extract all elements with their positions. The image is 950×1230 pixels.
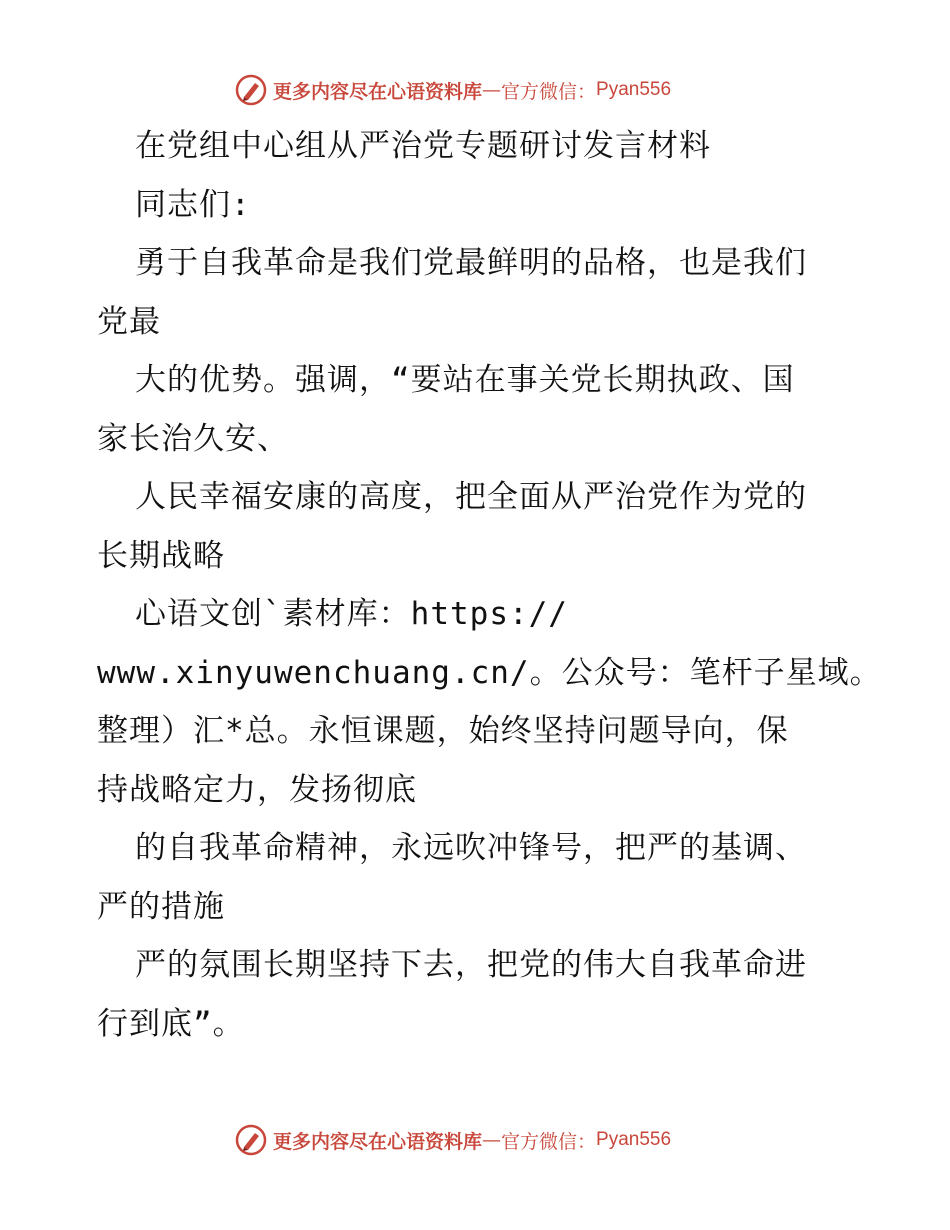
paragraph-line: 党最 <box>97 303 161 340</box>
paragraph-line: www.xinyuwenchuang.cn/。公众号：笔杆子星域。 <box>97 654 882 691</box>
header-banner-wechat-label: 官方微信： <box>501 80 597 103</box>
header-banner-separator: — <box>482 79 502 101</box>
paragraph-line: 整理）汇*总。永恒课题，始终坚持问题导向，保 <box>97 713 789 749</box>
header-banner-wechat-id: Pyan556 <box>596 79 672 100</box>
header-banner-title: 更多内容尽在心语资料库 <box>273 80 483 103</box>
document-body <box>97 117 882 1053</box>
paragraph-line: 勇于自我革命是我们党最鲜明的品格，也是我们 <box>135 245 807 281</box>
paragraph-line: 大的优势。强调，“要站在事关党长期执政、国 <box>135 362 795 398</box>
paragraph-line: 行到底”。 <box>97 1005 245 1042</box>
paragraph-line: 心语文创`素材库：https:// <box>135 596 568 632</box>
paragraph-line: 持战略定力，发扬彻底 <box>97 771 417 808</box>
pen-logo-icon <box>235 74 267 106</box>
document-title: 在党组中心组从严治党专题研讨发言材料 <box>135 128 711 164</box>
footer-banner <box>235 1123 671 1157</box>
footer-banner-title: 更多内容尽在心语资料库 <box>273 1130 483 1153</box>
paragraph-line: 严的措施 <box>97 888 225 925</box>
footer-banner-wechat-id: Pyan556 <box>596 1129 672 1150</box>
paragraph-line: 长期战略 <box>97 537 225 574</box>
header-banner <box>235 73 671 107</box>
paragraph-line: 的自我革命精神，永远吹冲锋号，把严的基调、 <box>135 830 807 866</box>
footer-banner-separator: — <box>482 1129 502 1151</box>
greeting: 同志们: <box>135 186 251 223</box>
paragraph-line: 严的氛围长期坚持下去，把党的伟大自我革命进 <box>135 947 807 983</box>
paragraph-line: 家长治久安、 <box>97 420 289 457</box>
footer-banner-wechat-label: 官方微信： <box>501 1130 597 1153</box>
paragraph-line: 人民幸福安康的高度，把全面从严治党作为党的 <box>135 479 807 515</box>
pen-logo-icon <box>235 1124 267 1156</box>
